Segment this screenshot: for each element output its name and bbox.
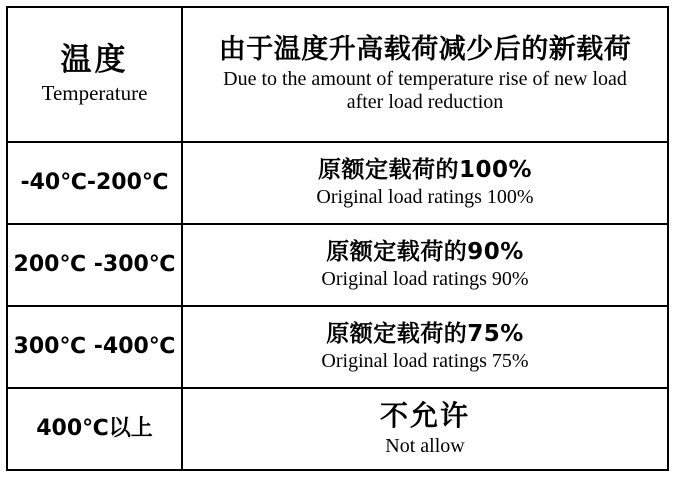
header-cell-temperature — [7, 7, 182, 142]
cell-load-rating — [182, 388, 668, 470]
load-rating-cn: 原额定载荷的100% — [317, 157, 533, 184]
load-rating-en: Original load ratings 75% — [321, 349, 529, 372]
load-rating-cn: 不允许 — [379, 399, 470, 433]
header-description-en: Due to the amount of temperature rise of new load after load reduction — [223, 67, 627, 113]
load-rating-en: Original load ratings 90% — [321, 267, 529, 290]
header-temperature-cn: 温度 — [60, 42, 129, 79]
table-header-row — [7, 7, 668, 142]
load-rating-en: Original load ratings 100% — [316, 185, 534, 208]
temperature-load-table — [6, 6, 669, 471]
cell-temperature-range — [7, 388, 182, 470]
temperature-range-value: 400℃以上 — [36, 415, 153, 441]
header-cell-description — [182, 7, 668, 142]
cell-temperature-range — [7, 306, 182, 388]
header-temperature-en: Temperature — [41, 80, 148, 105]
table-row — [7, 306, 668, 388]
cell-load-rating — [182, 224, 668, 306]
temperature-load-table-container — [6, 6, 667, 471]
cell-temperature-range — [7, 224, 182, 306]
temperature-range-value: 300℃ -400℃ — [13, 333, 176, 359]
cell-load-rating — [182, 306, 668, 388]
temperature-range-value: -40℃-200℃ — [20, 169, 169, 195]
table-row — [7, 224, 668, 306]
temperature-range-value: 200℃ -300℃ — [13, 251, 176, 277]
cell-temperature-range — [7, 142, 182, 224]
header-description-cn: 由于温度升高载荷减少后的新载荷 — [218, 34, 632, 66]
load-rating-en: Not allow — [385, 434, 465, 457]
table-row — [7, 388, 668, 470]
load-rating-cn: 原额定载荷的75% — [326, 321, 524, 348]
load-rating-cn: 原额定载荷的90% — [326, 239, 524, 266]
table-row — [7, 142, 668, 224]
cell-load-rating — [182, 142, 668, 224]
